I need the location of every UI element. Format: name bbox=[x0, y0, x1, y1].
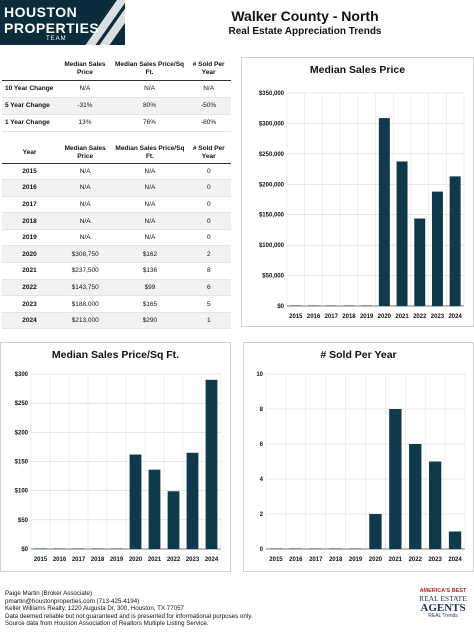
row-label: 1 Year Change bbox=[2, 114, 57, 131]
agent-name: Paige Martin (Broker Associate) bbox=[5, 590, 93, 597]
table-cell: 0 bbox=[187, 213, 231, 230]
bar-2016 bbox=[54, 549, 66, 550]
bar-2022 bbox=[409, 444, 421, 549]
table-cell: 1 bbox=[187, 312, 231, 329]
x-tick-label: 2023 bbox=[430, 314, 445, 320]
row-label: 2019 bbox=[2, 229, 57, 246]
agent-contact: pmartin@houstonproperties.com (713-425-4194) bbox=[5, 597, 140, 605]
table-cell: -50% bbox=[186, 97, 231, 114]
table-cell: N/A bbox=[57, 163, 113, 180]
x-tick-label: 2019 bbox=[348, 557, 363, 563]
row-label: 2020 bbox=[2, 246, 57, 263]
table-cell: 80% bbox=[113, 97, 186, 114]
price-per-sqft-panel bbox=[0, 342, 231, 572]
y-tick-label: $50 bbox=[17, 517, 28, 524]
table-cell: N/A bbox=[57, 180, 113, 197]
bar-2020 bbox=[379, 118, 390, 306]
company-logo bbox=[0, 0, 125, 45]
page-title: Walker County - North bbox=[231, 8, 379, 24]
bar-2023 bbox=[429, 462, 441, 550]
table-header-row bbox=[2, 144, 231, 163]
table-cell: $237,500 bbox=[57, 263, 113, 280]
table-cell: 0 bbox=[187, 180, 231, 197]
y-tick-label: 4 bbox=[259, 477, 263, 483]
summary-table bbox=[2, 59, 231, 132]
x-tick-label: 2021 bbox=[388, 557, 403, 563]
x-tick-label: 2015 bbox=[33, 557, 48, 563]
x-tick-label: 2022 bbox=[408, 557, 422, 563]
table-cell: 8 bbox=[187, 263, 231, 280]
y-tick-label: $300 bbox=[14, 372, 28, 378]
x-tick-label: 2018 bbox=[328, 557, 343, 563]
table-cell: 0 bbox=[187, 196, 231, 213]
x-tick-label: 2016 bbox=[306, 314, 321, 320]
table-row bbox=[2, 263, 231, 280]
y-tick-label: $150 bbox=[14, 459, 28, 466]
row-label: 2016 bbox=[2, 180, 57, 197]
bar-2019 bbox=[361, 306, 372, 307]
table-cell: 13% bbox=[57, 114, 113, 131]
table-cell: 2 bbox=[187, 246, 231, 263]
sold-per-year-panel bbox=[243, 342, 474, 572]
x-tick-label: 2015 bbox=[269, 557, 283, 563]
x-tick-label: 2020 bbox=[377, 314, 392, 320]
bar-2024 bbox=[450, 176, 461, 306]
table-cell: N/A bbox=[57, 80, 113, 97]
table-row bbox=[2, 163, 231, 180]
x-tick-label: 2023 bbox=[185, 557, 200, 563]
column-header: Median Sales Price/Sq Ft. bbox=[113, 59, 186, 80]
y-tick-label: 2 bbox=[259, 512, 263, 518]
bar-2022 bbox=[414, 219, 425, 306]
column-header: Median Sales Price bbox=[57, 59, 113, 80]
x-tick-label: 2016 bbox=[52, 557, 67, 563]
sold-per-year-chart bbox=[244, 343, 474, 573]
row-label: 2021 bbox=[2, 263, 57, 280]
y-tick-label: $100 bbox=[14, 488, 28, 495]
x-tick-label: 2021 bbox=[147, 557, 162, 563]
table-cell: N/A bbox=[113, 80, 186, 97]
x-tick-label: 2017 bbox=[71, 557, 86, 563]
column-header: Median Sales Price/Sq Ft. bbox=[113, 144, 186, 163]
disclaimer: Data deemed reliable but not guaranteed and is presented for informational purposes only. bbox=[5, 612, 253, 620]
y-tick-label: 10 bbox=[256, 372, 263, 378]
x-tick-label: 2022 bbox=[413, 314, 427, 320]
table-cell: $213,000 bbox=[57, 312, 113, 329]
bar-2022 bbox=[168, 491, 180, 549]
row-label: 2015 bbox=[2, 163, 57, 180]
badge-line-1: AMERICA'S BEST bbox=[419, 588, 467, 594]
table-row bbox=[2, 312, 231, 329]
table-row bbox=[2, 196, 231, 213]
table-cell: N/A bbox=[113, 196, 186, 213]
y-tick-label: $200 bbox=[14, 430, 28, 437]
median-sales-price-chart bbox=[242, 58, 474, 328]
logo-line-1: HOUSTON bbox=[4, 4, 78, 20]
table-cell: N/A bbox=[57, 213, 113, 230]
bar-2018 bbox=[343, 306, 354, 307]
x-tick-label: 2024 bbox=[204, 557, 219, 563]
x-tick-label: 2021 bbox=[395, 314, 409, 320]
median-sales-price-panel bbox=[241, 57, 474, 327]
bar-2020 bbox=[130, 455, 142, 550]
table-cell: $308,750 bbox=[57, 246, 113, 263]
x-tick-label: 2023 bbox=[428, 557, 442, 563]
column-header: Median Sales Price bbox=[57, 144, 113, 163]
column-header: # Sold Per Year bbox=[187, 144, 231, 163]
bar-2017 bbox=[310, 549, 322, 550]
y-tick-label: $300,000 bbox=[258, 121, 284, 128]
bar-2020 bbox=[369, 514, 381, 549]
x-tick-label: 2022 bbox=[166, 557, 181, 563]
y-tick-label: $0 bbox=[277, 304, 284, 310]
x-tick-label: 2020 bbox=[128, 557, 143, 563]
table-cell: $143,750 bbox=[57, 279, 113, 296]
logo-line-3: TEAM bbox=[46, 36, 67, 42]
y-tick-label: 8 bbox=[259, 407, 263, 413]
table-cell: $162 bbox=[113, 246, 186, 263]
x-tick-label: 2017 bbox=[324, 314, 338, 320]
badge-line-4: REAL Trends bbox=[428, 613, 458, 619]
table-header-row bbox=[2, 59, 231, 80]
table-cell: N/A bbox=[57, 196, 113, 213]
bar-2015 bbox=[270, 549, 282, 550]
table-row bbox=[2, 80, 231, 97]
bar-2018 bbox=[329, 549, 341, 550]
bar-2024 bbox=[206, 380, 218, 549]
table-cell: $188,000 bbox=[57, 296, 113, 313]
table-cell: $136 bbox=[113, 263, 186, 280]
x-tick-label: 2019 bbox=[109, 557, 124, 563]
bar-2019 bbox=[349, 549, 361, 550]
table-cell: N/A bbox=[186, 80, 231, 97]
table-row bbox=[2, 180, 231, 197]
agent-footer bbox=[5, 590, 253, 628]
bar-2018 bbox=[92, 549, 104, 550]
x-tick-label: 2018 bbox=[90, 557, 105, 563]
y-tick-label: $150,000 bbox=[258, 212, 284, 219]
table-cell: 0 bbox=[187, 229, 231, 246]
table-cell: $99 bbox=[113, 279, 186, 296]
data-source: Source data from Houston Association of Realtors Multiple Listing Service. bbox=[5, 620, 209, 628]
table-cell: -80% bbox=[186, 114, 231, 131]
table-cell: 6 bbox=[187, 279, 231, 296]
x-tick-label: 2017 bbox=[309, 557, 323, 563]
table-row bbox=[2, 246, 231, 263]
table-cell: 76% bbox=[113, 114, 186, 131]
column-header: # Sold Per Year bbox=[186, 59, 231, 80]
bar-2023 bbox=[187, 453, 199, 549]
row-label: 5 Year Change bbox=[2, 97, 57, 114]
chart-title: # Sold Per Year bbox=[320, 349, 397, 361]
page-subtitle: Real Estate Appreciation Trends bbox=[228, 26, 382, 37]
bar-2016 bbox=[290, 549, 302, 550]
x-tick-label: 2018 bbox=[342, 314, 356, 320]
x-tick-label: 2016 bbox=[289, 557, 303, 563]
bar-2016 bbox=[308, 306, 319, 307]
bar-2019 bbox=[111, 549, 123, 550]
table-cell: $290 bbox=[113, 312, 186, 329]
bar-2023 bbox=[432, 192, 443, 306]
chart-title: Median Sales Price bbox=[309, 64, 406, 76]
price-per-sqft-chart bbox=[1, 343, 232, 573]
badge-line-2: REAL ESTATE bbox=[419, 594, 467, 603]
x-tick-label: 2024 bbox=[448, 314, 462, 320]
row-label: 2024 bbox=[2, 312, 57, 329]
table-row bbox=[2, 213, 231, 230]
x-tick-label: 2015 bbox=[289, 314, 303, 320]
bar-2021 bbox=[389, 409, 401, 549]
y-tick-label: $250 bbox=[14, 401, 28, 408]
table-row bbox=[2, 114, 231, 131]
badge-line-3: AGENTS bbox=[420, 602, 466, 614]
y-tick-label: $350,000 bbox=[258, 91, 284, 97]
y-tick-label: $0 bbox=[21, 547, 28, 553]
table-cell: 5 bbox=[187, 296, 231, 313]
logo-line-2: PROPERTIES bbox=[4, 20, 100, 36]
bar-2015 bbox=[290, 306, 301, 307]
x-tick-label: 2019 bbox=[359, 314, 374, 320]
row-label: 2022 bbox=[2, 279, 57, 296]
bar-2021 bbox=[149, 470, 161, 549]
table-cell: -31% bbox=[57, 97, 113, 114]
row-label: 2017 bbox=[2, 196, 57, 213]
table-cell: N/A bbox=[113, 213, 186, 230]
y-tick-label: $50,000 bbox=[262, 273, 284, 280]
table-row bbox=[2, 279, 231, 296]
table-cell: $165 bbox=[113, 296, 186, 313]
bar-2024 bbox=[449, 532, 461, 550]
brokerage-address: Keller Williams Realty, 1220 Augusta Dr, 300, Houston, TX 77057 bbox=[5, 605, 184, 613]
column-header: Year bbox=[2, 144, 57, 163]
row-label: 2018 bbox=[2, 213, 57, 230]
table-cell: N/A bbox=[57, 229, 113, 246]
row-label: 10 Year Change bbox=[2, 80, 57, 97]
award-badge bbox=[414, 588, 472, 636]
yearly-table bbox=[2, 144, 231, 329]
table-cell: 0 bbox=[187, 163, 231, 180]
bar-2017 bbox=[326, 306, 337, 307]
y-tick-label: 6 bbox=[259, 442, 263, 448]
x-tick-label: 2020 bbox=[368, 557, 383, 563]
table-row bbox=[2, 296, 231, 313]
y-tick-label: $100,000 bbox=[258, 243, 284, 250]
bar-2015 bbox=[35, 549, 47, 550]
table-cell: N/A bbox=[113, 163, 186, 180]
chart-title: Median Sales Price/Sq Ft. bbox=[51, 349, 180, 361]
y-tick-label: $200,000 bbox=[258, 182, 284, 189]
bar-2017 bbox=[73, 549, 85, 550]
table-cell: N/A bbox=[113, 180, 186, 197]
table-row bbox=[2, 229, 231, 246]
table-cell: N/A bbox=[113, 229, 186, 246]
x-tick-label: 2024 bbox=[448, 557, 462, 563]
y-tick-label: $250,000 bbox=[258, 151, 284, 158]
column-header bbox=[2, 59, 57, 80]
row-label: 2023 bbox=[2, 296, 57, 313]
table-row bbox=[2, 97, 231, 114]
bar-2021 bbox=[397, 161, 408, 306]
y-tick-label: 0 bbox=[259, 547, 263, 553]
